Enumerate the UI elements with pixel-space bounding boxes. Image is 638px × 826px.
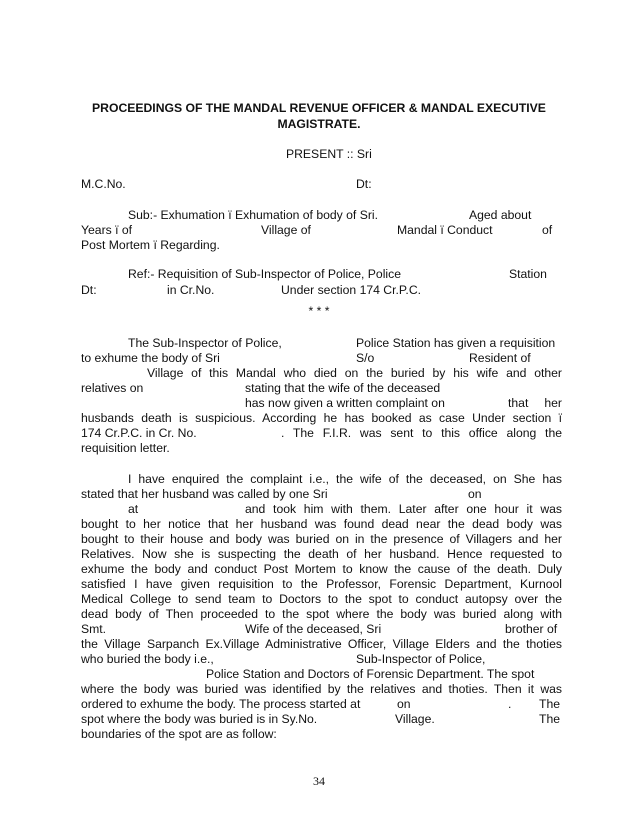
para2-line-16a: ordered to exhume the body. The process started at	[81, 697, 361, 711]
para2-line-16b: on	[397, 697, 411, 711]
para2-line-12: the Village Sarpanch Ex.Village Administrative Officer, Village Elders and the thoties	[81, 637, 562, 651]
para2-line-17a: spot where the body was buried is in Sy.No.	[81, 712, 318, 726]
para2-line-3a: at	[128, 502, 139, 516]
para1-line-3: Village of this Mandal who died on the buried by his wife and other	[147, 366, 562, 380]
subject-line-2d: of	[542, 223, 553, 237]
subject-line-2a: Years ï of	[81, 223, 133, 237]
para2-line-6: Relatives. Now she is suspecting the death of her husband. Hence requested to	[81, 547, 562, 561]
para1-line-2c: Resident of	[469, 351, 531, 365]
para1-line-1a: The Sub-Inspector of Police,	[128, 336, 282, 350]
para2-line-18: boundaries of the spot are as follow:	[81, 727, 277, 741]
para2-line-15: where the body was buried was identified by the relatives and thoties. Then it was	[81, 682, 562, 696]
title-line-1: PROCEEDINGS OF THE MANDAL REVENUE OFFICER & MANDAL EXECUTIVE	[92, 101, 546, 115]
para2-line-1: I have enquired the complaint i.e., the wife of the deceased, on She has	[128, 472, 562, 486]
date-label: Dt:	[356, 177, 372, 191]
para1-line-5b: that her	[508, 396, 562, 410]
para2-line-13a: who buried the body i.e.,	[81, 652, 214, 666]
para2-line-14: Police Station and Doctors of Forensic Department. The spot	[206, 667, 535, 681]
para1-line-4a: relatives on	[81, 381, 144, 395]
page-number: 34	[313, 774, 325, 788]
para1-line-7b: . The F.I.R. was sent to this office along the	[281, 426, 562, 440]
reference-line-1b: Station	[509, 267, 547, 281]
present-line: PRESENT :: Sri	[286, 147, 372, 161]
title-line-2: MAGISTRATE.	[277, 117, 361, 131]
subject-line-1a: Sub:- Exhumation ï Exhumation of body of Sri.	[128, 208, 378, 222]
para2-line-3b: and took him with them. Later after one hour it was	[245, 502, 562, 516]
para2-line-11a: Smt.	[81, 622, 107, 636]
para2-line-2a: stated that her husband was called by one Sri	[81, 487, 328, 501]
mc-number-label: M.C.No.	[81, 177, 126, 191]
para2-line-13b: Sub-Inspector of Police,	[356, 652, 486, 666]
para2-line-16c: .	[508, 697, 512, 711]
para2-line-11b: Wife of the deceased, Sri	[245, 622, 382, 636]
para2-line-17b: Village.	[395, 712, 435, 726]
separator-stars: * * *	[308, 304, 330, 318]
reference-line-2a: Dt:	[81, 283, 97, 297]
para2-line-7: exhume the body and conduct Post Mortem to know the cause of the death. Duly	[81, 562, 562, 576]
para2-line-5: bought to their house and body was buried on in the presence of Villagers and her	[81, 532, 562, 546]
para1-line-4b: stating that the wife of the deceased	[245, 381, 441, 395]
para2-line-10: dead body of Then proceeded to the spot where the body was buried along with	[81, 607, 562, 621]
subject-line-1b: Aged about	[469, 208, 532, 222]
para2-line-16d: The	[539, 697, 561, 711]
subject-line-3: Post Mortem ï Regarding.	[81, 238, 220, 252]
para1-line-2a: to exhume the body of Sri	[81, 351, 220, 365]
para2-line-9: Medical College to send team to Doctors to the spot to conduct autopsy over the	[81, 592, 562, 606]
para1-line-6: husbands death is suspicious. According he has booked as case Under section ï	[81, 411, 562, 425]
para2-line-8: satisfied I have given requisition to the Professor, Forensic Department, Kurnool	[81, 577, 562, 591]
para1-line-2b: S/o	[356, 351, 375, 365]
para1-line-8: requisition letter.	[81, 441, 170, 455]
reference-line-1a: Ref:- Requisition of Sub-Inspector of Police, Police	[128, 267, 401, 281]
para1-line-5a: has now given a written complaint on	[245, 396, 445, 410]
para2-line-2b: on	[468, 487, 482, 501]
reference-line-2b: in Cr.No.	[167, 283, 215, 297]
para1-line-7a: 174 Cr.P.C. in Cr. No.	[81, 426, 197, 440]
para2-line-11c: brother of	[505, 622, 558, 636]
para1-line-1b: Police Station has given a requisition	[356, 336, 556, 350]
para2-line-4: bought to her notice that her husband was found dead near the dead body was	[81, 517, 562, 531]
subject-line-2b: Village of	[261, 223, 311, 237]
reference-line-2c: Under section 174 Cr.P.C.	[281, 283, 422, 297]
subject-line-2c: Mandal ï Conduct	[397, 223, 493, 237]
para2-line-17c: The	[539, 712, 561, 726]
